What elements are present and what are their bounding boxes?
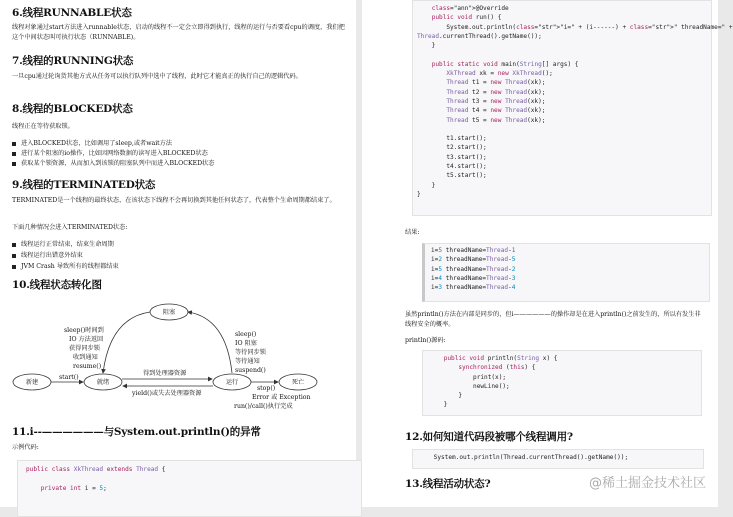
section-8-intro: 线程正在等待获取锁。 [12, 123, 74, 130]
label-right-block-5: suspend() [235, 367, 266, 374]
state-new-label: 新建 [25, 379, 39, 386]
list-item: JVM Crash 导致所有的线程都结束 [21, 262, 119, 273]
code-line: } [417, 42, 436, 50]
label-left-block-1: sleep()时间到 [64, 327, 104, 334]
code-line: } [429, 392, 463, 400]
state-blocked-label: 阻塞 [162, 309, 176, 316]
output-line: i=4 threadName=Thread-3 [431, 274, 516, 282]
code-block-println [422, 350, 702, 416]
thread-state-diagram [12, 298, 342, 414]
list-item: 线程运行出错意外结束 [21, 251, 83, 262]
state-running-label: 运行 [225, 379, 239, 386]
code-line: Thread t1 = new Thread(xk); [446, 79, 546, 87]
watermark: @稀土掘金技术社区 [588, 476, 706, 491]
code-block-run-main [412, 0, 733, 216]
code-line: } [429, 401, 448, 409]
code-block-current-thread: System.out.println(Thread.currentThread().getName()); [412, 449, 704, 469]
code-line: Thread t4 = new Thread(xk); [446, 107, 546, 115]
code-line: System.out.println(class="str">"i=" + (i------) + class="str">" threadName=" + [417, 23, 733, 31]
arrow-unblock [103, 312, 150, 373]
list-item: 获取某个锁资源，从而加入到该锁的阻塞队列中而进入BLOCKED状态 [21, 159, 214, 170]
code-line: } [417, 190, 421, 198]
code-line: private int i = 5; [40, 484, 107, 492]
example-label: 示例代码: [12, 444, 39, 451]
label-stop-2: Error 或 Exception [252, 394, 311, 401]
left-page [0, 0, 356, 507]
code-line: public class XkThread extends Thread { [26, 466, 166, 473]
output-line: i=5 threadName=Thread-2 [431, 265, 516, 273]
label-left-block-5: resume() [73, 363, 102, 370]
code-line: XkThread xk = new XkThread(); [446, 70, 553, 78]
list-item: 进行某个阻塞的io操作，比如因网络数据的读写进入BLOCKED状态 [21, 149, 208, 160]
section-8-heading: 8.线程的BLOCKED状态 [12, 103, 133, 115]
label-stop-1: stop() [257, 385, 276, 392]
label-yield: yield()或失去处理器资源 [132, 390, 202, 397]
output-line: i=3 threadName=Thread-4 [431, 284, 516, 292]
source-label: println()源码: [405, 337, 446, 344]
label-get-cpu: 得到处理器资源 [143, 370, 187, 377]
section-12-heading: 12.如何知道代码段被哪个线程调用? [405, 431, 573, 443]
code-line: print(x); [429, 373, 507, 381]
right-page [362, 0, 733, 507]
code-line: Thread.currentThread().getName()); [417, 32, 542, 40]
code-line: public void run() { [431, 14, 502, 22]
output-line: i=2 threadName=Thread-5 [431, 256, 516, 264]
list-item: 线程运行正常结束，结束生命周期 [21, 240, 114, 251]
section-7-heading: 7.线程的RUNNING状态 [12, 55, 134, 67]
label-left-block-4: 收到通知 [73, 354, 98, 361]
state-dead-label: 死亡 [291, 379, 305, 386]
label-right-block-3: 等待同步锁 [235, 349, 266, 356]
code-line: Thread t3 = new Thread(xk); [446, 97, 546, 105]
code-line: t5.start(); [417, 172, 487, 180]
code-line: t3.start(); [417, 153, 487, 161]
label-right-block-4: 等待通知 [235, 358, 260, 365]
section-13-heading: 13.线程活动状态? [405, 478, 491, 490]
list-item: 进入BLOCKED状态，比如调用了sleep,或者wait方法 [21, 139, 172, 150]
code-line: Thread t2 = new Thread(xk); [446, 88, 546, 96]
label-stop-3: run()/call()执行完成 [234, 403, 293, 410]
result-label: 结果: [405, 229, 420, 236]
code-line: Thread t5 = new Thread(xk); [446, 116, 546, 124]
code-line: t2.start(); [417, 144, 487, 152]
section-9-text: TERMINATED是一个线程的最终状态，在该状态下线程不会再切换到其他任何状态了，代表整个生命周期都结束了。 [12, 197, 336, 204]
output-line: i=5 threadName=Thread-1 [431, 247, 516, 254]
label-left-block-2: IO 方法返回 [69, 336, 104, 343]
code-line: class="ann">@Override [431, 5, 509, 12]
result-output [422, 243, 710, 302]
section-9-intro: 下面几种情况会进入TERMINATED状态: [12, 224, 128, 231]
println-note: 虽然println()方法在内部是同步的，但i——————的操作却是在进入println()之前发生的，所以有发生非线程安全的概率。 [405, 311, 701, 328]
section-10-heading: 10.线程状态转化图 [12, 279, 102, 291]
code-line: t1.start(); [417, 135, 487, 143]
label-right-block-2: IO 阻塞 [235, 340, 257, 347]
state-ready-label: 就绪 [96, 379, 110, 386]
section-9-heading: 9.线程的TERMINATED状态 [12, 179, 156, 191]
code-line: public static void main(String[] args) { [431, 60, 579, 68]
section-6-heading: 6.线程RUNNABLE状态 [12, 7, 132, 19]
code-line: newLine(); [429, 382, 510, 390]
section-7-text: 一旦cpu通过轮询货其他方式从任务可以执行队列中选中了线程，此时它才能真正的执行自己的逻辑代码。 [12, 73, 302, 80]
code-line: public void println(String x) { [443, 355, 558, 362]
section-6-text: 线程对象通过start方法进入runnable状态，启动的线程不一定会立即得到执行，线程的运行与否要看cpu的调度，我们把这个中间状态叫可执行状态（RUNNABLE)。 [12, 24, 345, 41]
code-line: } [417, 181, 436, 189]
code-block-xkthread [17, 460, 362, 517]
code-line: synchronized (this) { [458, 364, 536, 372]
code-line: t4.start(); [417, 163, 487, 171]
section-11-heading: 11.i--——————与System.out.println()的异常 [12, 426, 261, 438]
label-right-block-1: sleep() [235, 331, 257, 338]
label-start: start() [59, 374, 79, 381]
label-left-block-3: 获得同步锁 [69, 345, 100, 352]
arrow-block [188, 312, 232, 373]
